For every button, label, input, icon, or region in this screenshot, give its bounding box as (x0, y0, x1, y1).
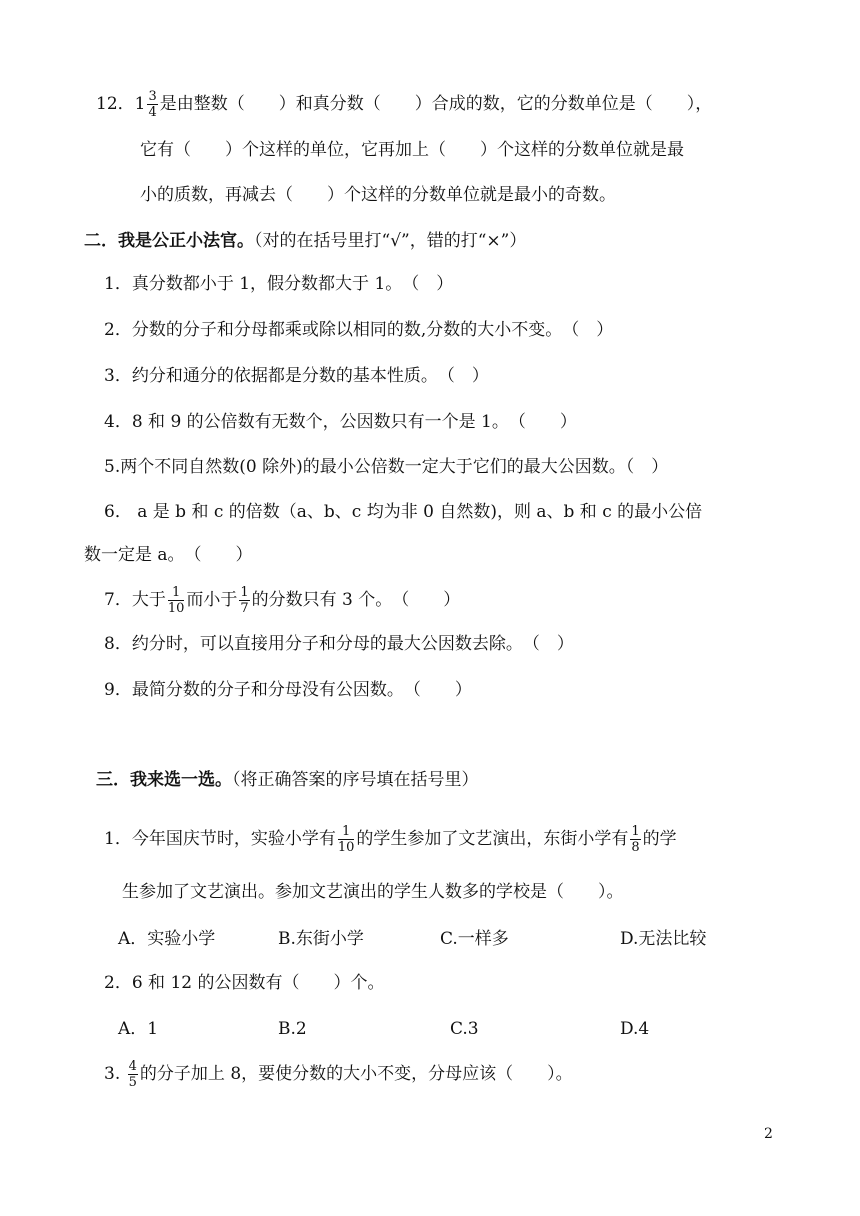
mc-q2: 2．6 和 12 的公因数有（ ）个。 (104, 973, 385, 993)
tf-item-6-line2: 数一定是 a。 （ ） (84, 545, 253, 565)
fraction-1-10 (338, 825, 355, 854)
mixed-whole: 1 (134, 94, 146, 114)
fraction-1-7 (239, 586, 249, 615)
section3-heading (96, 768, 479, 792)
tf-item-2: 2．分数的分子和分母都乘或除以相同的数,分数的大小不变。 （ ） (104, 320, 614, 340)
section3-instruction: （将正确答案的序号填在括号里） (232, 770, 479, 790)
section2-heading (84, 229, 526, 253)
mc3-suffix: 的分子加上 8，要使分数的大小不变，分母应该（ ）。 (139, 1064, 573, 1084)
frac-numerator: 1 (631, 824, 640, 839)
mc1-prefix: 1．今年国庆节时，实验小学有 (104, 829, 336, 849)
frac-numerator: 3 (148, 89, 157, 104)
tf-item-3: 3．约分和通分的依据都是分数的基本性质。 （ ） (104, 366, 489, 386)
mc-q2-option-b: B.2 (278, 1019, 307, 1039)
tf-item-6-line1: 6． a 是 b 和 c 的倍数（a、b、c 均为非 0 自然数)，则 a、b 和 c 的最小公倍 (104, 502, 703, 522)
mc-q1-option-c: C.一样多 (440, 929, 509, 949)
page-number: 2 (764, 1126, 773, 1142)
section2-title: 二．我是公正小法官。 (84, 231, 254, 251)
mc-q2-option-a: A．1 (118, 1019, 159, 1039)
frac-denominator: 10 (167, 601, 185, 616)
mc1-suffix: 的学 (642, 829, 677, 849)
mc-q1-line1 (104, 825, 677, 854)
mc-q2-option-d: D.4 (620, 1019, 650, 1039)
fraction-1-8 (630, 825, 640, 854)
mc-q3 (104, 1060, 573, 1089)
fraction-1-10 (168, 586, 185, 615)
tf-item-9: 9．最简分数的分子和分母没有公因数。 （ ） (104, 680, 472, 700)
fraction-4-5 (128, 1060, 138, 1089)
mc1-mid: 的学生参加了文艺演出，东街小学有 (356, 829, 629, 849)
fraction-3-4 (147, 90, 157, 119)
frac-numerator: 4 (128, 1059, 137, 1074)
mc-q1-option-a: A．实验小学 (118, 929, 216, 949)
section3-title: 三．我来选一选。 (96, 770, 232, 790)
frac-numerator: 1 (338, 825, 355, 840)
tf-item-4: 4．8 和 9 的公倍数有无数个，公因数只有一个是 1。 （ ） (104, 412, 577, 432)
frac-denominator: 7 (240, 601, 249, 616)
tf-item-8: 8．约分时，可以直接用分子和分母的最大公因数去除。 （ ） (104, 634, 574, 654)
mc3-prefix: 3. (104, 1064, 121, 1084)
tf7-prefix: 7．大于 (104, 590, 166, 610)
q12-line1 (96, 90, 712, 119)
frac-denominator: 8 (631, 840, 640, 855)
frac-denominator: 5 (128, 1075, 137, 1090)
q12-number: 12． (96, 94, 135, 114)
q12-line2: 它有（ ）个这样的单位，它再加上（ ）个这样的分数单位就是最 (140, 140, 684, 160)
frac-denominator: 4 (148, 105, 157, 120)
tf-item-1: 1．真分数都小于 1，假分数都大于 1。 （ ） (104, 274, 454, 294)
mc-q2-option-c: C.3 (450, 1019, 479, 1039)
mc-q1-option-d: D.无法比较 (620, 929, 707, 949)
mc-q1-option-b: B.东街小学 (278, 929, 364, 949)
section2-instruction: （对的在括号里打“√”，错的打“×”） (254, 231, 527, 251)
mixed-number (135, 90, 160, 119)
mc-q1-line2: 生参加了文艺演出。参加文艺演出的学生人数多的学校是（ ）。 (122, 882, 624, 902)
q12-line3: 小的质数，再减去（ ）个这样的分数单位就是最小的奇数。 (140, 185, 616, 205)
tf-item-7 (104, 586, 460, 615)
frac-numerator: 1 (168, 586, 185, 601)
tf-item-5: 5.两个不同自然数(0 除外)的最小公倍数一定大于它们的最大公因数。（ ） (104, 457, 669, 477)
tf7-suffix: 的分数只有 3 个。 （ ） (251, 590, 461, 610)
frac-numerator: 1 (240, 585, 249, 600)
q12-text: 是由整数（ ）和真分数（ ）合成的数，它的分数单位是（ ）， (159, 94, 713, 114)
frac-denominator: 10 (337, 840, 355, 855)
tf7-mid: 而小于 (186, 590, 238, 610)
